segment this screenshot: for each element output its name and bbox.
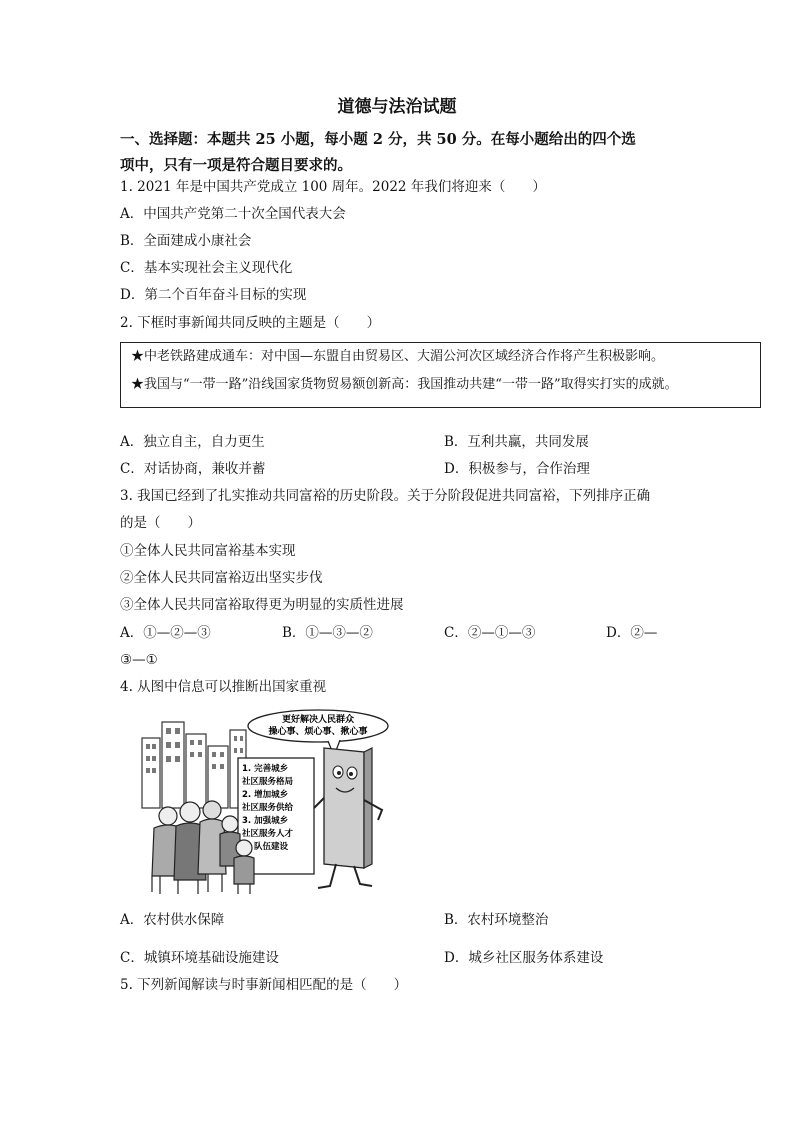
q4-stem: 4. 从图中信息可以推断出国家重视 [120,679,327,695]
page-title: 道德与法治试题 [337,97,457,117]
q4-option-a: A．农村供水保障 [120,912,225,928]
q3-item-1: ①全体人民共同富裕基本实现 [120,543,296,559]
q2-option-a: A．独立自主，自力更生 [120,434,265,450]
sign-line-1: 1. 完善城乡 [242,764,289,774]
q1-option-c: C．基本实现社会主义现代化 [120,260,293,276]
q3-option-b: B．①—③—② [282,625,373,641]
bubble-text-1: 更好解决人民群众 [281,715,355,725]
sign-line-3: 2. 增加城乡 [242,790,289,800]
sign-line-2: 社区服务格局 [242,777,294,787]
q3-stem-line1: 3. 我国已经到了扎实推动共同富裕的历史阶段。关于分阶段促进共同富裕，下列排序正确 [120,488,651,504]
q3-option-d-continued: ③—① [120,652,158,668]
news-item-1: ★中老铁路建成通车：对中国—东盟自由贸易区、大湄公河次区域经济合作将产生积极影响。 [131,349,665,364]
q1-option-a: A．中国共产党第二十次全国代表大会 [120,206,346,222]
q3-item-2: ②全体人民共同富裕迈出坚实步伐 [120,570,323,586]
q1-stem: 1. 2021 年是中国共产党成立 100 周年。2022 年我们将迎来（ ） [120,179,546,195]
q2-option-c: C．对话协商，兼收并蓄 [120,461,266,477]
q5-stem: 5. 下列新闻解读与时事新闻相匹配的是（ ） [120,977,408,993]
q2-option-d: D．积极参与，合作治理 [444,461,590,477]
sign-line-6: 社区服务人才 [242,829,294,839]
q3-option-c: C．②—①—③ [444,625,536,641]
q3-item-3: ③全体人民共同富裕取得更为明显的实质性进展 [120,597,404,613]
sign-line-7: 队伍建设 [254,842,289,852]
q1-option-d: D．第二个百年奋斗目标的实现 [120,287,307,303]
q2-stem: 2. 下框时事新闻共同反映的主题是（ ） [120,315,381,331]
q2-option-b: B．互利共赢，共同发展 [444,434,589,450]
section-heading-line1: 一、选择题：本题共 25 小题，每小题 2 分，共 50 分。在每小题给出的四个选 [120,131,636,148]
book-character-icon [314,748,382,888]
q3-stem-line2: 的是（ ） [120,515,201,531]
news-item-2: ★我国与“一带一路”沿线国家货物贸易额创新高：我国推动共建“一带一路”取得实打实的成就。 [131,377,678,392]
q3-option-d: D．②— [606,625,658,641]
building-icon [142,722,246,808]
q4-option-b: B．农村环境整治 [444,912,549,928]
q3-option-a: A．①—②—③ [120,625,211,641]
q4-option-c: C．城镇环境基础设施建设 [120,950,279,966]
sign-line-4: 社区服务供给 [242,803,294,813]
bubble-text-2: 操心事、烦心事、揪心事 [268,727,368,737]
section-heading-line2: 项中，只有一项是符合题目要求的。 [120,157,352,174]
q4-option-d: D．城乡社区服务体系建设 [444,950,604,966]
cartoon-illustration [138,708,400,898]
q1-option-b: B．全面建成小康社会 [120,233,252,249]
sign-line-5: 3. 加强城乡 [242,816,289,826]
